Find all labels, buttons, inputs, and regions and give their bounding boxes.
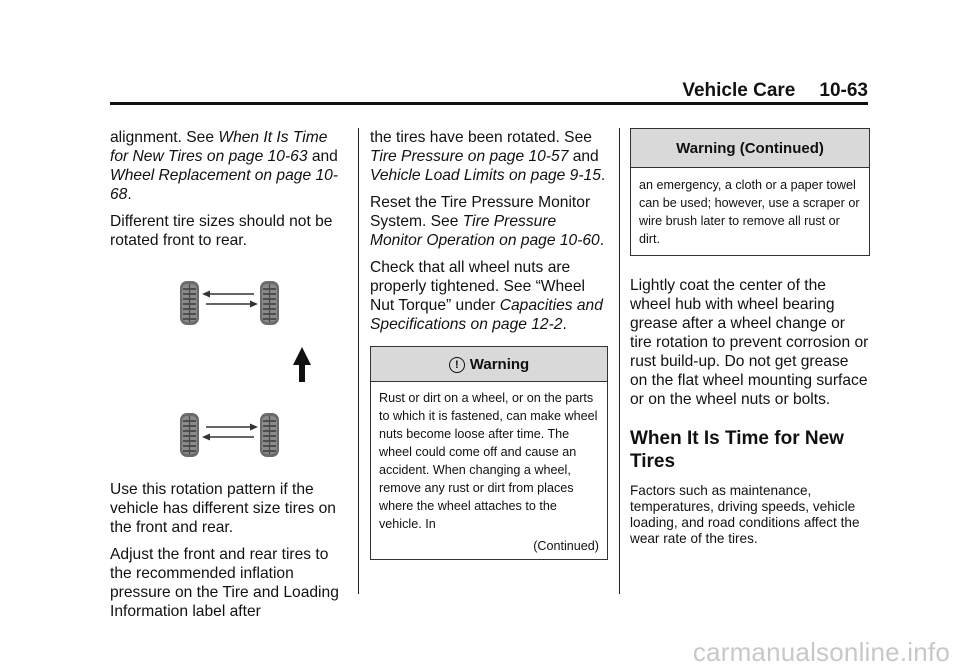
section-title: Vehicle Care [682, 80, 796, 101]
column-2 [370, 128, 608, 560]
watermark: carmanualsonline.info [692, 637, 950, 667]
paragraph-reset-tpms: Reset the Tire Pressure Monitor System. See Tire Pressure Monitor Operation on page 10-60. [370, 194, 605, 249]
header-rule [110, 102, 868, 105]
paragraph-wear-factors: Factors such as maintenance, temperatures, driving speeds, vehicle loading, and road conditions affect the wear rate of the tires. [630, 483, 860, 546]
link-tpms-operation[interactable]: Tire Pressure Monitor Operation on page 10-60 [370, 213, 600, 249]
paragraph-grease: Lightly coat the center of the wheel hub with wheel bearing grease after a wheel change or tire rotation to prevent corrosion or rust build-up. Do not get grease on the flat wheel mounting surface or on the wheel nuts or bolts. [630, 277, 869, 408]
link-vehicle-load-limits[interactable]: Vehicle Load Limits on page 9-15 [370, 167, 601, 184]
page-header [110, 80, 868, 102]
column-divider-1 [358, 128, 359, 594]
tire-rear-left-icon [180, 413, 199, 457]
warning-continued-box [630, 128, 870, 256]
tire-front-right-icon [260, 281, 279, 325]
paragraph-wheel-nuts: Check that all wheel nuts are properly tightened. See “Wheel Nut Torque” under Capacities and Specifications on page 12-2. [370, 259, 603, 333]
warning-continued-title: Warning (Continued) [631, 129, 869, 168]
paragraph-rotation-pattern: Use this rotation pattern if the vehicle has different size tires on the front and rear. [110, 481, 336, 536]
column-divider-2 [619, 128, 620, 594]
paragraph-sizes: Different tire sizes should not be rotated front to rear. [110, 213, 333, 249]
column-3 [630, 128, 870, 555]
warning-title: ! Warning [371, 347, 607, 382]
forward-arrow-icon [293, 347, 311, 382]
link-new-tires[interactable]: When It Is Time for New Tires on page 10-63 [110, 129, 328, 165]
warning-continued: (Continued) [533, 539, 599, 553]
tire-rear-right-icon [260, 413, 279, 457]
warning-continued-body: an emergency, a cloth or a paper towel can be used; however, use a scraper or wire brush later to remove all rust or dirt. [639, 178, 860, 246]
link-tire-pressure[interactable]: Tire Pressure on page 10-57 [370, 148, 569, 165]
paragraph-rotated: the tires have been rotated. See Tire Pressure on page 10-57 and Vehicle Load Limits on page 9-15. [370, 129, 606, 184]
link-wheel-replacement[interactable]: Wheel Replacement on page 10-68 [110, 167, 338, 203]
warning-body: Rust or dirt on a wheel, or on the parts to which it is fastened, can make wheel nuts become loose after time. The wheel could come off and cause an accident. When changing a wheel, remove any rust or dirt from places where the wheel attaches to the vehicle. In [379, 391, 598, 531]
warning-icon: ! [449, 357, 465, 373]
tire-rotation-diagram [180, 279, 330, 464]
section-heading: When It Is Time for New Tires [630, 428, 844, 472]
column-1 [110, 128, 348, 629]
paragraph-adjust-pressure: Adjust the front and rear tires to the recommended inflation pressure on the Tire and Loading Information label after [110, 546, 339, 620]
link-capacities[interactable]: Capacities and Specifications on page 12-2 [370, 297, 603, 333]
tire-front-left-icon [180, 281, 199, 325]
page-number: 10-63 [819, 80, 868, 101]
warning-box [370, 346, 608, 560]
paragraph-alignment: alignment. See When It Is Time for New Tires on page 10-63 and Wheel Replacement on page 10-68. [110, 129, 338, 203]
